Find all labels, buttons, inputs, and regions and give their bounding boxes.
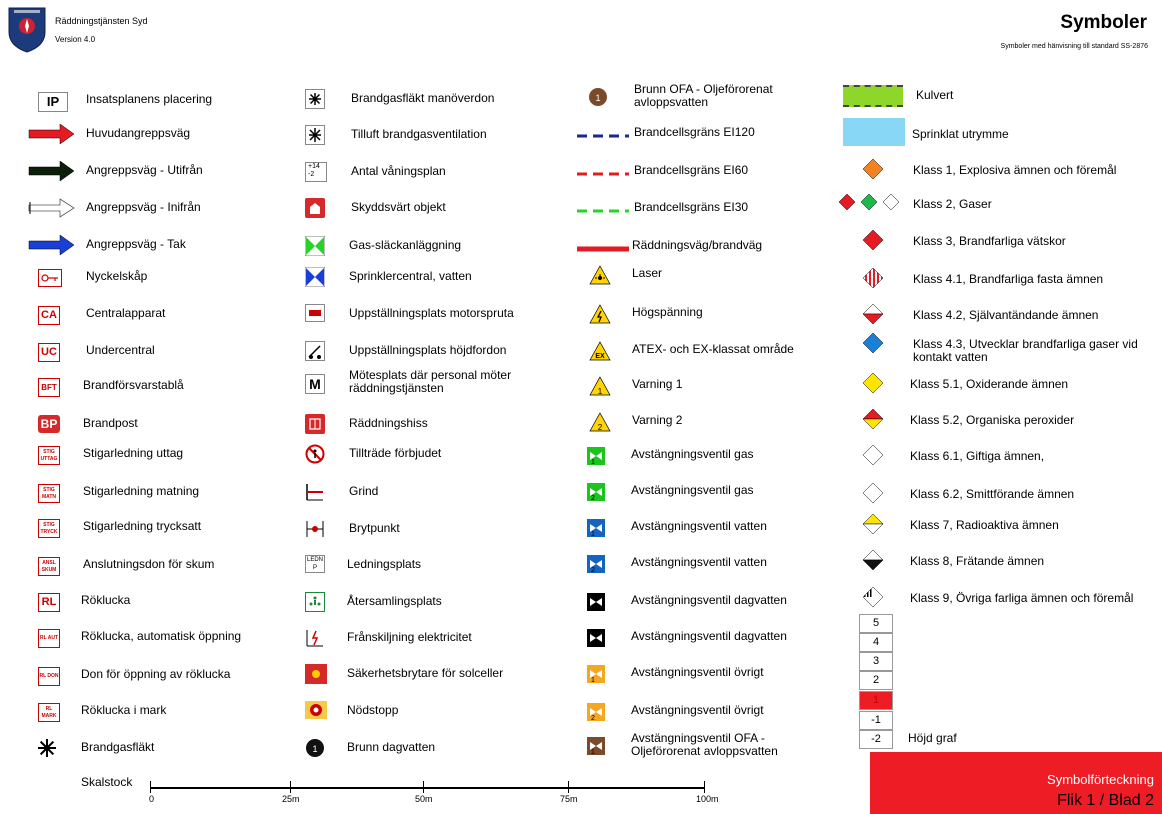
height-graph-cell: -2 <box>859 730 893 749</box>
legend-label: Klass 2, Gaser <box>913 197 992 211</box>
legend-label: Klass 4.3, Utvecklar brandfarliga gaser vid kontakt vatten <box>913 337 1138 364</box>
hz-red-icon <box>862 229 884 251</box>
legend-label: Sprinklat utrymme <box>912 127 1009 141</box>
rl-mark-icon: RL MARK <box>38 703 60 722</box>
no-entry-icon <box>305 444 329 466</box>
legend-label: Huvudangreppsväg <box>86 126 191 140</box>
hz-white-icon <box>862 444 884 466</box>
legend-label: Klass 6.1, Giftiga ämnen, <box>910 449 1045 463</box>
legend-label: Röklucka i mark <box>81 703 167 717</box>
legend-label: Klass 8, Frätande ämnen <box>910 554 1045 568</box>
valve-icon <box>587 629 605 647</box>
hz-stripe-icon <box>862 267 884 289</box>
LEDN-icon: LEDN P <box>306 557 323 571</box>
legend-label: ATEX- och EX-klassat område <box>632 342 794 356</box>
hz-orange-icon <box>862 158 884 180</box>
legend-label: Klass 9, Övriga farliga ämnen och föremål <box>910 591 1134 605</box>
stig-uttag-icon: STIG UTTAG <box>38 446 60 465</box>
legend-label: Brunn OFA - Oljeförorenat avloppsvatten <box>634 82 773 109</box>
legend-label: Brandcellsgräns EI30 <box>634 200 749 214</box>
legend-label: Uppställningsplats motorspruta <box>349 306 514 320</box>
scale-tick <box>290 781 291 793</box>
legend-label: Varning 2 <box>632 413 683 427</box>
legend-label: Avstängningsventil dagvatten <box>631 629 787 643</box>
red-dash-line <box>577 166 629 176</box>
legend-label: Brunn dagvatten <box>347 740 436 754</box>
protect-icon <box>305 198 329 220</box>
scale-tick <box>423 781 424 793</box>
footer-line1: Symbolförteckning <box>1047 772 1154 787</box>
M-icon: M <box>305 374 329 396</box>
svg-text:1: 1 <box>591 531 595 537</box>
floors-icon: +14 -2 <box>305 162 329 184</box>
legend-label: Avstängningsventil vatten <box>631 519 767 533</box>
scale-tick-label: 25m <box>282 794 300 804</box>
bft-icon: BFT <box>38 378 60 397</box>
legend-label: Klass 4.1, Brandfarliga fasta ämnen <box>913 272 1104 286</box>
legend-label: Klass 7, Radioaktiva ämnen <box>910 518 1059 532</box>
stig-matn-icon: STIG MATN <box>38 484 60 503</box>
svg-text:1: 1 <box>591 749 595 755</box>
scale-tick <box>704 781 705 793</box>
height-graph-cell: 5 <box>859 614 893 633</box>
legend-label: Brandförsvarstablå <box>83 378 184 392</box>
breakpoint-icon <box>305 519 329 541</box>
estop-icon <box>305 701 329 723</box>
drain-icon <box>305 738 329 760</box>
svg-text:1: 1 <box>591 459 595 465</box>
red-arrow-icon <box>28 123 76 145</box>
legend-label: Säkerhetsbrytare för solceller <box>347 666 504 680</box>
svg-text:2: 2 <box>591 715 595 721</box>
ex-warning-icon <box>589 341 611 361</box>
org-name: Räddningstjänsten Syd <box>55 16 148 26</box>
legend-label: Undercentral <box>86 343 155 357</box>
svg-text:1: 1 <box>591 605 595 611</box>
valve-icon <box>587 447 605 465</box>
kulvert-icon <box>843 85 905 107</box>
height-graph-cell: 1 <box>859 691 893 710</box>
legend-label: Frånskiljning elektricitet <box>347 630 472 644</box>
ansl-skum-icon: ANSL SKUM <box>38 557 60 576</box>
svg-text:1: 1 <box>312 744 318 754</box>
scale-tick <box>150 781 151 793</box>
rl-aut-icon: RL AUT <box>38 629 60 648</box>
page-title: Symboler <box>1060 12 1147 33</box>
gate-icon <box>305 482 329 504</box>
stig-tryck-icon: STIG TRYCK <box>38 519 60 538</box>
brown-drain-icon <box>588 87 610 109</box>
legend-label: Stigarledning uttag <box>83 446 184 460</box>
fan-icon <box>36 737 58 759</box>
legend-label: Klass 3, Brandfarliga vätskor <box>913 234 1066 248</box>
svg-text:2: 2 <box>591 641 595 647</box>
legend-label: Ledningsplats <box>347 557 422 571</box>
scale-tick-label: 75m <box>560 794 578 804</box>
warn-warning-icon <box>589 412 611 432</box>
disconnect-icon <box>305 628 329 650</box>
scale-tick-label: 100m <box>696 794 719 804</box>
hz-whiteblack-icon <box>862 549 884 571</box>
key-icon <box>38 269 62 287</box>
legend-label: Insatsplanens placering <box>86 92 213 106</box>
scale-tick-label: 0 <box>149 794 155 804</box>
legend-label: Don för öppning av röklucka <box>81 667 231 681</box>
legend-label: Stigarledning matning <box>83 484 200 498</box>
legend-label: Gas-släckanläggning <box>349 238 462 252</box>
pump-truck-icon <box>305 304 329 326</box>
legend-label: Stigarledning trycksatt <box>83 519 202 533</box>
lift-icon <box>305 414 329 436</box>
legend-label: Brandcellsgräns EI60 <box>634 163 749 177</box>
legend-label: Brytpunkt <box>349 521 400 535</box>
hz-redyellow-icon <box>862 408 884 430</box>
rl-don-icon: RL DON <box>38 667 60 686</box>
height-graph-cell: -1 <box>859 711 893 730</box>
legend-label: Avstängningsventil OFA - Oljeförorenat avloppsvatten <box>631 731 778 758</box>
assembly-icon <box>305 592 329 614</box>
legend-label: Avstängningsventil vatten <box>631 555 767 569</box>
svg-text:1: 1 <box>597 387 603 396</box>
valve-icon <box>587 665 605 683</box>
hv-warning-icon <box>589 304 611 324</box>
sprinkled-area-icon <box>843 118 905 146</box>
legend-label: Varning 1 <box>632 377 683 391</box>
aerial-icon <box>305 341 329 363</box>
brandpost-icon: BP <box>38 415 62 435</box>
legend-label: Kulvert <box>916 88 954 102</box>
uc-icon: UC <box>38 343 60 362</box>
legend-label: Angreppsväg - Inifrån <box>86 200 201 214</box>
scale-tick <box>568 781 569 793</box>
valve-icon <box>587 519 605 537</box>
hz-yellowwhite-icon <box>862 513 884 535</box>
legend-label: Avstängningsventil dagvatten <box>631 593 787 607</box>
legend-label: Återsamlingsplats <box>347 594 442 608</box>
blue-arrow-icon <box>28 234 76 256</box>
legend-label: Antal våningsplan <box>351 164 446 178</box>
ip-icon: IP <box>38 92 68 112</box>
hz-yellow-icon <box>862 372 884 394</box>
legend-label: Räddningsväg/brandväg <box>632 238 763 252</box>
legend-label: Centralapparat <box>86 306 166 320</box>
red-solid-line <box>577 241 629 251</box>
hz-blue-icon <box>862 332 884 354</box>
legend-label: Angreppsväg - Utifrån <box>86 163 203 177</box>
hz-stripes9-icon <box>862 586 884 608</box>
legend-label: Klass 1, Explosiva ämnen och föremål <box>913 163 1117 177</box>
page-subtitle: Symboler med hänvisning till standard SS-2876 <box>1000 43 1148 50</box>
laser-warning-icon <box>589 265 611 285</box>
tilluft-icon <box>305 125 329 147</box>
legend-label: Räddningshiss <box>349 416 428 430</box>
scale-label: Skalstock <box>81 775 133 789</box>
blue-dash-line <box>577 128 629 138</box>
legend-label: Angreppsväg - Tak <box>86 237 186 251</box>
legend-label: Tillträde förbjudet <box>349 446 442 460</box>
height-graph-label: Höjd graf <box>908 731 957 745</box>
legend-label: Röklucka <box>81 593 131 607</box>
height-graph-cell: 4 <box>859 633 893 652</box>
rl-icon: RL <box>38 593 60 612</box>
legend-label: Nödstopp <box>347 703 399 717</box>
svg-text:2: 2 <box>597 423 603 432</box>
scale-line <box>150 787 704 789</box>
black-arrow-icon <box>28 160 76 182</box>
legend-label: Brandgasfläkt <box>81 740 155 754</box>
legend-label: Röklucka, automatisk öppning <box>81 629 242 643</box>
blue-bowtie-icon <box>305 267 329 289</box>
legend-label: Uppställningsplats höjdfordon <box>349 343 507 357</box>
svg-text:2: 2 <box>591 567 595 573</box>
svg-text:2: 2 <box>591 495 595 501</box>
legend-label: Laser <box>632 266 663 280</box>
warn-warning-icon <box>589 376 611 396</box>
version: Version 4.0 <box>55 35 96 44</box>
height-graph-cell: 2 <box>859 671 893 690</box>
hz-white-icon <box>862 482 884 504</box>
footer-box <box>870 752 1162 814</box>
legend-label: Mötesplats där personal möter räddningstjänsten <box>349 368 512 395</box>
green-dash-line <box>577 203 629 213</box>
legend-label: Brandpost <box>83 416 138 430</box>
fan-don-icon <box>305 89 329 111</box>
legend-label: Klass 4.2, Självantändande ämnen <box>913 308 1099 322</box>
white-arrow-icon <box>28 197 76 219</box>
legend-label: Avstängningsventil övrigt <box>631 703 764 717</box>
ca-icon: CA <box>38 306 60 325</box>
legend-label: Högspänning <box>632 305 703 319</box>
class2-gas-icon <box>838 193 902 215</box>
svg-text:EX: EX <box>595 353 605 360</box>
legend-label: Avstängningsventil gas <box>631 447 754 461</box>
svg-text:1: 1 <box>591 677 595 683</box>
scale-tick-label: 50m <box>415 794 433 804</box>
legend-label: Klass 6.2, Smittförande ämnen <box>910 487 1075 501</box>
svg-text:1: 1 <box>595 93 601 103</box>
legend-label: Klass 5.1, Oxiderande ämnen <box>910 377 1069 391</box>
hz-whitered-icon <box>862 303 884 325</box>
logo <box>6 4 48 54</box>
legend-label: Brandcellsgräns EI120 <box>634 125 755 139</box>
legend-label: Anslutningsdon för skum <box>83 557 215 571</box>
legend-label: Skyddsvärt objekt <box>351 200 446 214</box>
legend-label: Klass 5.2, Organiska peroxider <box>910 413 1075 427</box>
green-bowtie-icon <box>305 236 329 258</box>
legend-label: Grind <box>349 484 379 498</box>
height-graph-cell: 3 <box>859 652 893 671</box>
valve-icon <box>587 555 605 573</box>
solar-icon <box>305 664 329 686</box>
legend-label: Tilluft brandgasventilation <box>351 127 487 141</box>
legend-label: Avstängningsventil övrigt <box>631 665 764 679</box>
valve-icon <box>587 483 605 501</box>
valve-icon <box>587 737 605 755</box>
footer-line2: Flik 1 / Blad 2 <box>1057 792 1154 809</box>
legend-label: Brandgasfläkt manöverdon <box>351 91 495 105</box>
valve-icon <box>587 593 605 611</box>
valve-icon <box>587 703 605 721</box>
legend-label: Sprinklercentral, vatten <box>349 269 472 283</box>
legend-label: Nyckelskåp <box>86 269 148 283</box>
legend-label: Avstängningsventil gas <box>631 483 754 497</box>
